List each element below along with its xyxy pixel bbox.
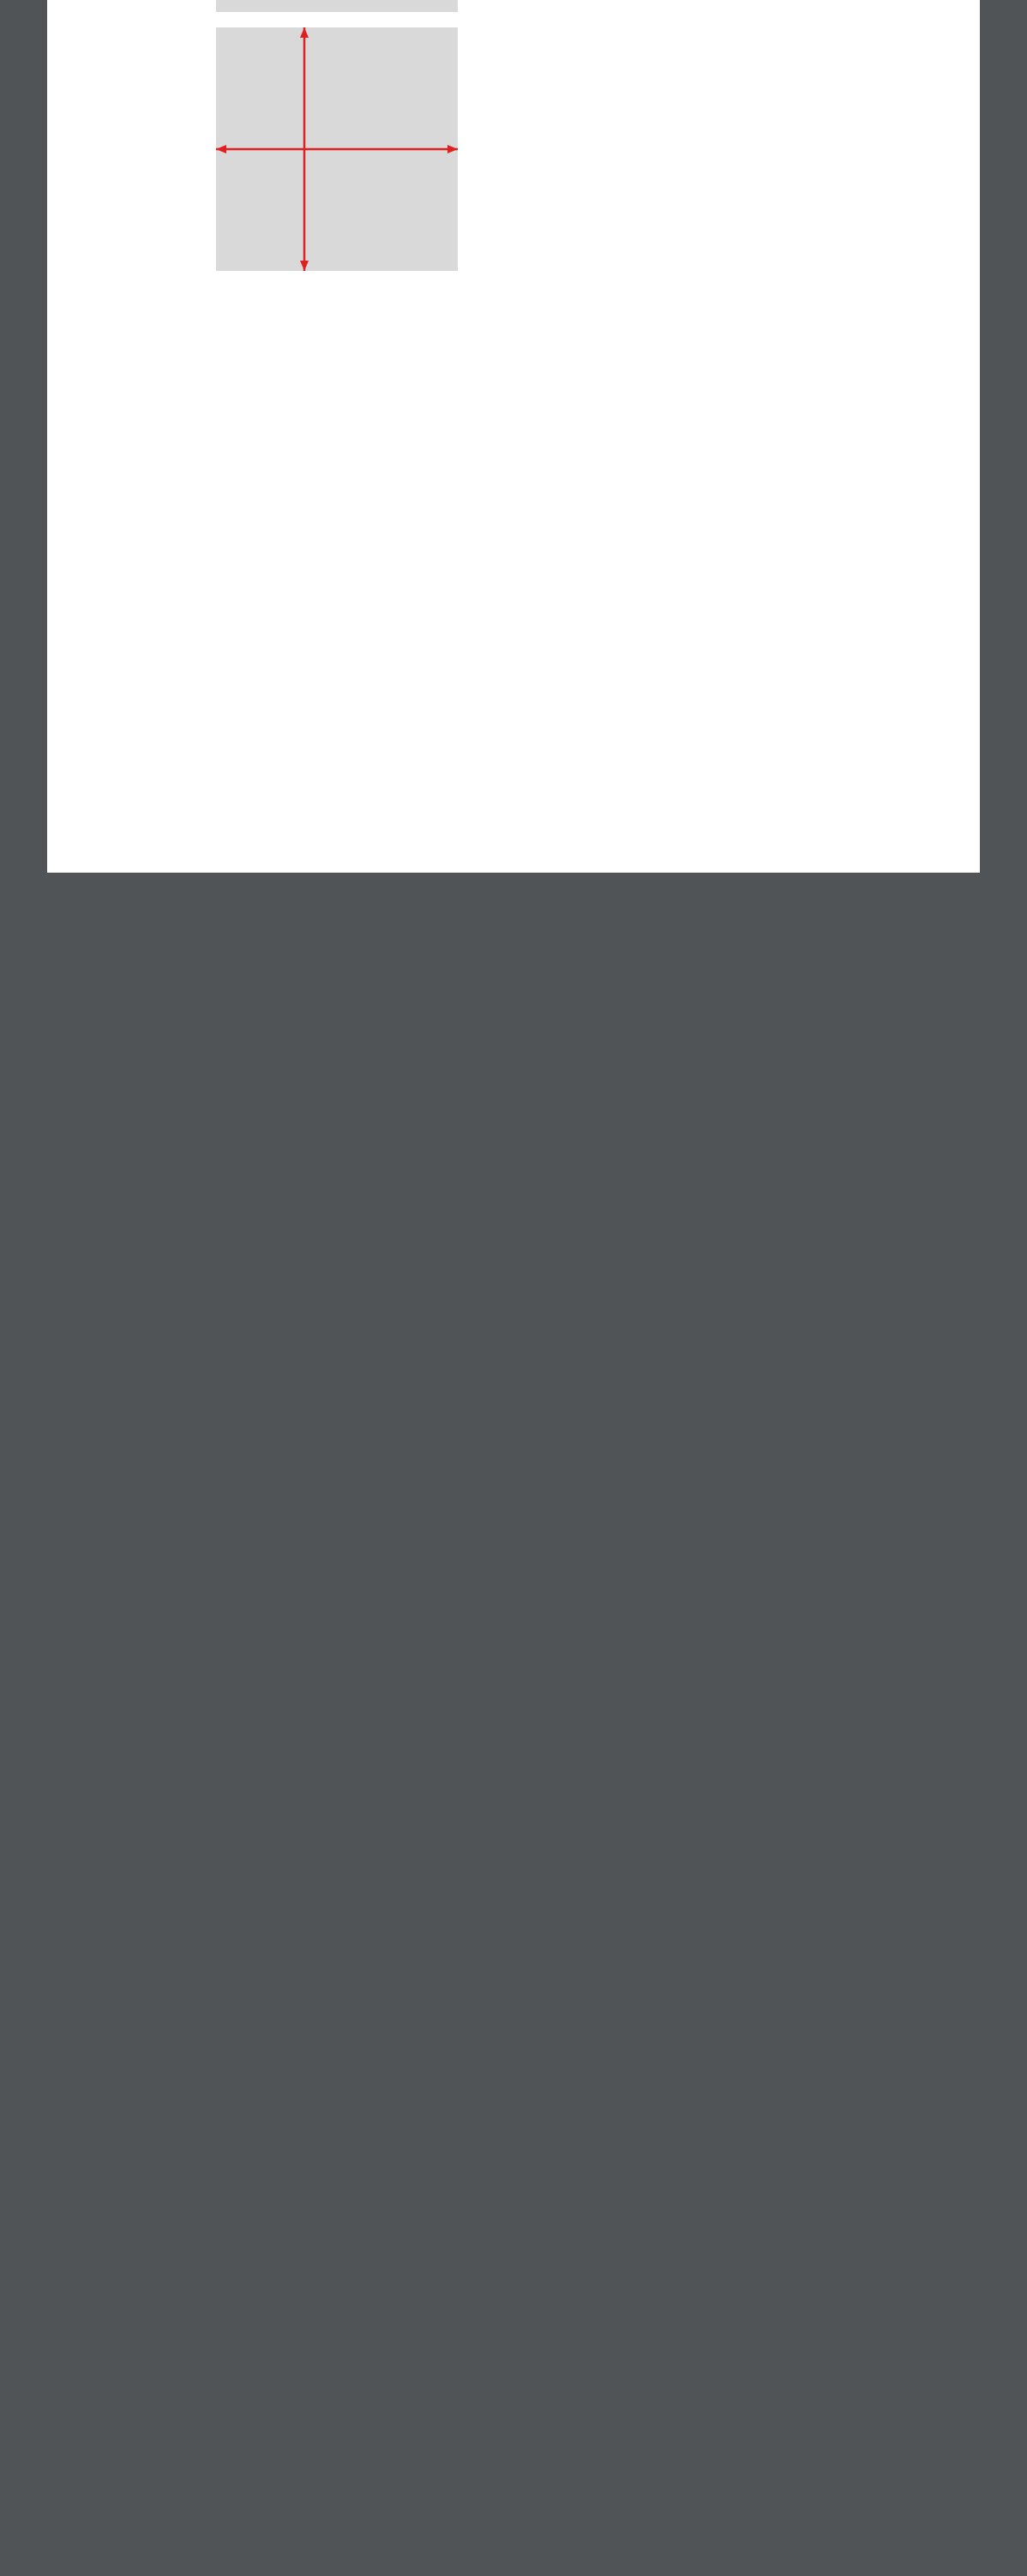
- graph-choice-2-stub: [216, 0, 458, 12]
- page-1: [47, 0, 980, 873]
- graph-choice-3: [216, 27, 458, 271]
